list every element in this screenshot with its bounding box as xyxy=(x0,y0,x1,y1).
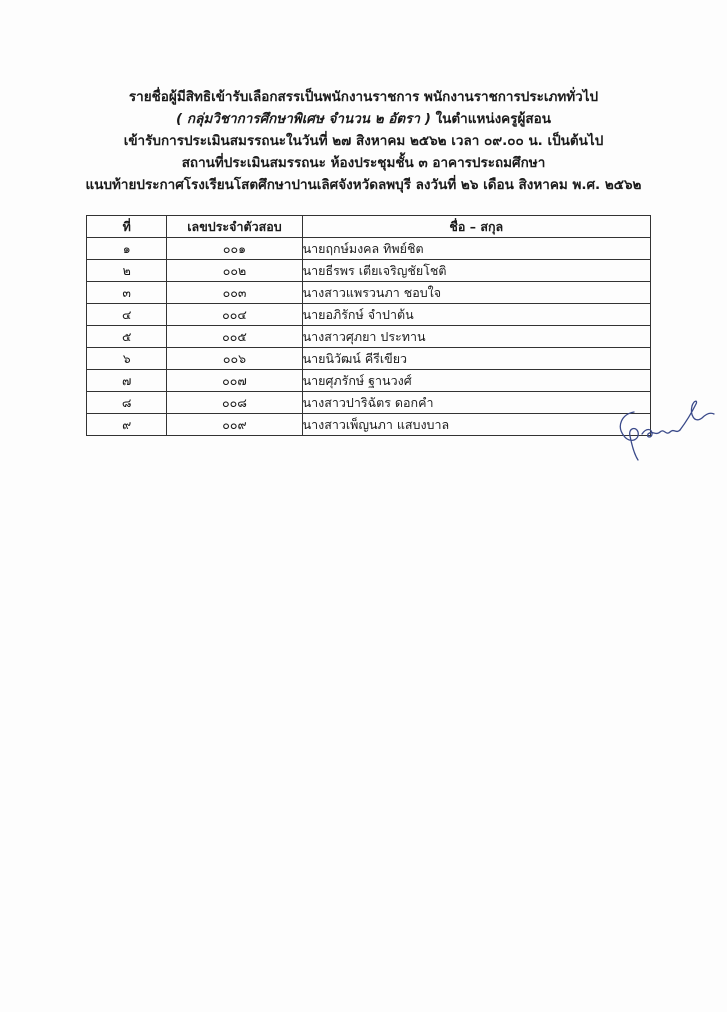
table-row xyxy=(87,282,651,304)
row-number: ๒ xyxy=(87,260,167,282)
row-name: นายธีรพร เตียเจริญชัยโชติ xyxy=(302,260,650,282)
header-group-note: ( กลุ่มวิชาการศึกษาพิเศษ จำนวน ๒ อัตรา ) xyxy=(176,111,431,127)
row-exam-id: ๐๐๔ xyxy=(167,304,302,326)
table-header-row xyxy=(87,216,651,238)
table-row xyxy=(87,414,651,436)
row-number: ๙ xyxy=(87,414,167,436)
row-exam-id: ๐๐๒ xyxy=(167,260,302,282)
table-row xyxy=(87,348,651,370)
header-line-4: สถานที่ประเมินสมรรถนะ ห้องประชุมชั้น ๓ อาคารประถมศึกษา xyxy=(181,155,546,171)
row-exam-id: ๐๐๕ xyxy=(167,326,302,348)
row-exam-id: ๐๐๑ xyxy=(167,238,302,260)
signature-stroke xyxy=(620,412,638,460)
row-name: นางสาวศุภยา ประทาน xyxy=(302,326,650,348)
signature-stroke xyxy=(642,430,680,438)
row-name: นายฤกษ์มงคล ทิพย์ชิต xyxy=(302,238,650,260)
row-number: ๗ xyxy=(87,370,167,392)
row-name: นายศุภรักษ์ ฐานวงศ์ xyxy=(302,370,650,392)
header-line-2 xyxy=(0,108,727,130)
candidate-table xyxy=(86,215,651,436)
table-body xyxy=(87,238,651,436)
row-number: ๔ xyxy=(87,304,167,326)
row-number: ๓ xyxy=(87,282,167,304)
table-row xyxy=(87,326,651,348)
column-header-no: ที่ xyxy=(87,216,167,238)
table-row xyxy=(87,238,651,260)
header-line-5: แนบท้ายประกาศโรงเรียนโสตศึกษาปานเลิศจังหวัดลพบุรี ลงวันที่ ๒๖ เดือน สิงหาคม พ.ศ. ๒๕๖๒ xyxy=(85,177,642,193)
row-name: นางสาวปาริฉัตร ดอกคำ xyxy=(302,392,650,414)
document-header xyxy=(0,86,727,196)
signature-stroke xyxy=(680,401,714,430)
row-exam-id: ๐๐๙ xyxy=(167,414,302,436)
row-exam-id: ๐๐๖ xyxy=(167,348,302,370)
row-number: ๖ xyxy=(87,348,167,370)
header-position: ในตำแหน่งครูผู้สอน xyxy=(430,111,551,127)
row-exam-id: ๐๐๗ xyxy=(167,370,302,392)
row-number: ๑ xyxy=(87,238,167,260)
row-name: นางสาวแพรวนภา ชอบใจ xyxy=(302,282,650,304)
column-header-name: ชื่อ – สกุล xyxy=(302,216,650,238)
row-name: นายอภิรักษ์ จำปาต้น xyxy=(302,304,650,326)
handwritten-signature xyxy=(612,392,717,464)
header-line-1: รายชื่อผู้มีสิทธิเข้ารับเลือกสรรเป็นพนักงานราชการ พนักงานราชการประเภททั่วไป xyxy=(128,89,599,105)
column-header-exam-id: เลขประจำตัวสอบ xyxy=(167,216,302,238)
table-row xyxy=(87,392,651,414)
row-name: นายนิวัฒน์ คีรีเขียว xyxy=(302,348,650,370)
row-exam-id: ๐๐๓ xyxy=(167,282,302,304)
row-name: นางสาวเพ็ญนภา แสบงบาล xyxy=(302,414,650,436)
header-line-3: เข้ารับการประเมินสมรรถนะในวันที่ ๒๗ สิงหาคม ๒๕๖๒ เวลา ๐๙.๐๐ น. เป็นต้นไป xyxy=(123,133,604,149)
row-exam-id: ๐๐๘ xyxy=(167,392,302,414)
row-number: ๘ xyxy=(87,392,167,414)
table-row xyxy=(87,304,651,326)
table-row xyxy=(87,260,651,282)
row-number: ๕ xyxy=(87,326,167,348)
table-row xyxy=(87,370,651,392)
